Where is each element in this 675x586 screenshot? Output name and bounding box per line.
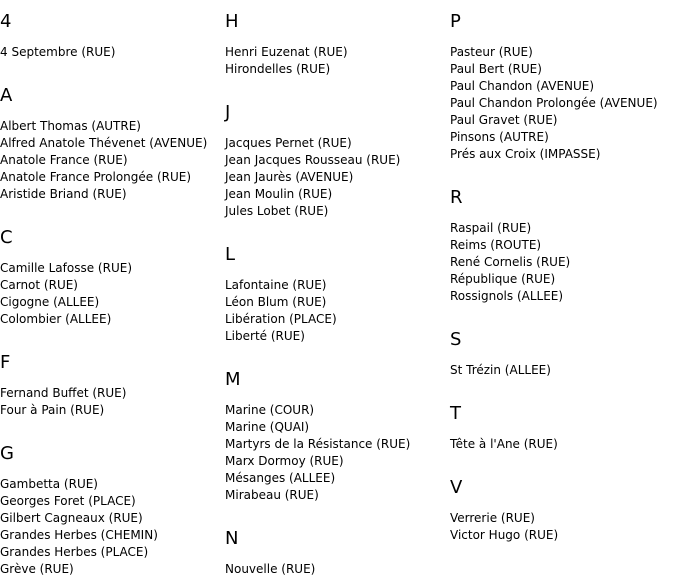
street-item[interactable]: Georges Foret (PLACE) [0, 494, 136, 508]
group-spacer [0, 203, 222, 226]
street-item[interactable]: Prés aux Croix (IMPASSE) [450, 147, 601, 161]
letter-group [450, 10, 675, 186]
street-list [450, 510, 675, 544]
group-spacer [450, 379, 675, 402]
street-item[interactable]: Carnot (RUE) [0, 278, 78, 292]
street-item[interactable]: René Cornelis (RUE) [450, 255, 571, 269]
street-item[interactable]: Gambetta (RUE) [0, 477, 98, 491]
street-list [450, 220, 675, 305]
street-list [225, 44, 447, 78]
street-item[interactable]: Liberté (RUE) [225, 329, 305, 343]
letter-group [450, 476, 675, 544]
street-item[interactable]: Henri Euzenat (RUE) [225, 45, 348, 59]
street-list [225, 277, 447, 345]
street-column-2 [450, 10, 675, 544]
street-item[interactable]: Rossignols (ALLEE) [450, 289, 564, 303]
street-item[interactable]: Four à Pain (RUE) [0, 403, 105, 417]
group-spacer [0, 328, 222, 351]
letter-group [225, 101, 447, 243]
street-item[interactable]: Lafontaine (RUE) [225, 278, 327, 292]
street-item[interactable]: Tête à l'Ane (RUE) [450, 437, 558, 451]
street-list [0, 260, 222, 328]
street-list [225, 402, 447, 504]
letter-group [450, 186, 675, 328]
street-item[interactable]: Jean Jaurès (AVENUE) [225, 170, 354, 184]
letter-heading: T [450, 403, 461, 424]
group-spacer [450, 305, 675, 328]
group-spacer [450, 453, 675, 476]
street-item[interactable]: Nouvelle (RUE) [225, 562, 316, 576]
street-column-0 [0, 10, 222, 578]
group-spacer [225, 78, 447, 101]
street-item[interactable]: Aristide Briand (RUE) [0, 187, 127, 201]
letter-heading: C [0, 227, 13, 248]
letter-group [225, 10, 447, 101]
letter-heading: L [225, 244, 236, 265]
street-item[interactable]: Paul Gravet (RUE) [450, 113, 558, 127]
street-column-1 [225, 10, 447, 578]
street-item[interactable]: Marx Dormoy (RUE) [225, 454, 344, 468]
street-list [0, 118, 222, 203]
street-item[interactable]: Pasteur (RUE) [450, 45, 533, 59]
street-item[interactable]: Libération (PLACE) [225, 312, 337, 326]
street-item[interactable]: Albert Thomas (AUTRE) [0, 119, 141, 133]
group-spacer [450, 163, 675, 186]
street-item[interactable]: Pinsons (AUTRE) [450, 130, 549, 144]
letter-heading: J [225, 102, 231, 123]
street-item[interactable]: Paul Chandon (AVENUE) [450, 79, 595, 93]
street-item[interactable]: Anatole France (RUE) [0, 153, 128, 167]
street-item[interactable]: Camille Lafosse (RUE) [0, 261, 132, 275]
street-item[interactable]: St Trézin (ALLEE) [450, 363, 551, 377]
street-item[interactable]: Jean Jacques Rousseau (RUE) [225, 153, 401, 167]
street-item[interactable]: Hirondelles (RUE) [225, 62, 331, 76]
letter-heading: M [225, 369, 241, 390]
street-item[interactable]: Jacques Pernet (RUE) [225, 136, 352, 150]
street-list [450, 362, 675, 379]
street-item[interactable]: Martyrs de la Résistance (RUE) [225, 437, 411, 451]
letter-heading: P [450, 11, 461, 32]
street-item[interactable]: Colombier (ALLEE) [0, 312, 112, 326]
letter-group [225, 368, 447, 527]
street-list [225, 561, 447, 578]
street-item[interactable]: Reims (ROUTE) [450, 238, 542, 252]
street-list [450, 44, 675, 163]
street-item[interactable]: Paul Chandon Prolongée (AVENUE) [450, 96, 658, 110]
group-spacer [225, 220, 447, 243]
letter-heading: 4 [0, 11, 12, 32]
letter-heading: F [0, 352, 11, 373]
letter-group [0, 351, 222, 442]
letter-heading: A [0, 85, 13, 106]
letter-group [450, 328, 675, 402]
letter-group [225, 243, 447, 368]
street-item[interactable]: Grève (RUE) [0, 562, 74, 576]
street-item[interactable]: Raspail (RUE) [450, 221, 532, 235]
street-item[interactable]: Paul Bert (RUE) [450, 62, 542, 76]
letter-group [0, 10, 222, 84]
group-spacer [225, 345, 447, 368]
street-item[interactable]: Léon Blum (RUE) [225, 295, 327, 309]
street-item[interactable]: Cigogne (ALLEE) [0, 295, 100, 309]
letter-group [0, 442, 222, 578]
street-item[interactable]: Mirabeau (RUE) [225, 488, 319, 502]
street-item[interactable]: Grandes Herbes (PLACE) [0, 545, 149, 559]
street-item[interactable]: Jean Moulin (RUE) [225, 187, 333, 201]
letter-group [225, 527, 447, 578]
street-list [0, 476, 222, 578]
street-list [0, 44, 222, 61]
group-spacer [0, 419, 222, 442]
letter-group [0, 84, 222, 226]
group-spacer [225, 504, 447, 527]
letter-heading: S [450, 329, 462, 350]
street-item[interactable]: Marine (QUAI) [225, 420, 310, 434]
street-list [225, 135, 447, 220]
street-item[interactable]: Alfred Anatole Thévenet (AVENUE) [0, 136, 208, 150]
street-list [0, 385, 222, 419]
street-item[interactable]: Jules Lobet (RUE) [225, 204, 329, 218]
letter-group [450, 402, 675, 476]
street-item[interactable]: Grandes Herbes (CHEMIN) [0, 528, 158, 542]
letter-heading: G [0, 443, 14, 464]
street-item[interactable]: Marine (COUR) [225, 403, 315, 417]
street-item[interactable]: Anatole France Prolongée (RUE) [0, 170, 192, 184]
letter-heading: R [450, 187, 463, 208]
street-item[interactable]: Verrerie (RUE) [450, 511, 535, 525]
street-list [450, 436, 675, 453]
letter-heading: V [450, 477, 463, 498]
street-item[interactable]: Gilbert Cagneaux (RUE) [0, 511, 143, 525]
group-spacer [0, 61, 222, 84]
street-item[interactable]: Fernand Buffet (RUE) [0, 386, 127, 400]
street-item[interactable]: Victor Hugo (RUE) [450, 528, 559, 542]
street-item[interactable]: Mésanges (ALLEE) [225, 471, 336, 485]
street-item[interactable]: 4 Septembre (RUE) [0, 45, 116, 59]
letter-heading: H [225, 11, 239, 32]
street-item[interactable]: République (RUE) [450, 272, 556, 286]
letter-heading: N [225, 528, 239, 549]
letter-group [0, 226, 222, 351]
